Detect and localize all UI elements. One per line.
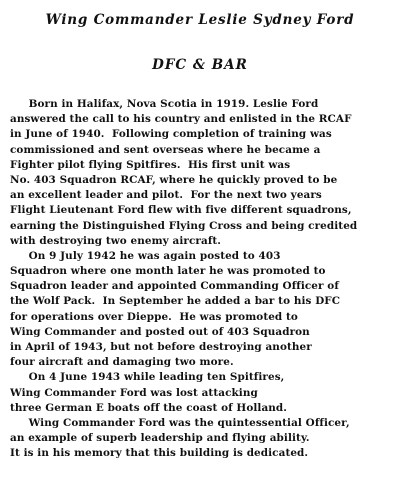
body-line: with destroying two enemy aircraft. bbox=[10, 234, 222, 247]
body-line: Squadron where one month later he was promoted to bbox=[10, 265, 326, 278]
body-line: Born in Halifax, Nova Scotia in 1919. Leslie Ford bbox=[10, 98, 319, 110]
body-line: Squadron leader and appointed Commanding Officer of bbox=[10, 280, 339, 293]
body-line: earning the Distinguished Flying Cross and being credited bbox=[10, 219, 358, 232]
body-line: It is in his memory that this building is dedicated. bbox=[10, 447, 309, 460]
body-line: Wing Commander Ford was lost attacking bbox=[10, 386, 258, 399]
body-line: Fighter pilot flying Spitfires. His first unit was bbox=[10, 158, 291, 171]
document-title: Wing Commander Leslie Sydney Ford bbox=[45, 12, 355, 28]
body-line: On 4 June 1943 while leading ten Spitfires, bbox=[10, 371, 285, 384]
body-line: commissioned and sent overseas where he became a bbox=[10, 143, 321, 156]
body-line: an example of superb leadership and flying ability. bbox=[10, 432, 310, 445]
body-line: On 9 July 1942 he was again posted to 403 bbox=[10, 249, 281, 262]
body-line: four aircraft and damaging two more. bbox=[10, 356, 234, 369]
body-line: Wing Commander Ford was the quintessential Officer, bbox=[10, 416, 350, 429]
document-body bbox=[10, 97, 396, 462]
body-line: three German E boats off the coast of Holland. bbox=[10, 401, 288, 414]
body-line: Flight Lieutenant Ford flew with five different squadrons, bbox=[10, 204, 352, 217]
body-line: answered the call to his country and enlisted in the RCAF bbox=[10, 113, 352, 126]
body-line: in June of 1940. Following completion of training was bbox=[10, 128, 332, 141]
body-line: the Wolf Pack. In September he added a bar to his DFC bbox=[10, 295, 341, 308]
body-line: Wing Commander and posted out of 403 Squadron bbox=[10, 325, 310, 338]
body-line: for operations over Dieppe. He was promoted to bbox=[10, 310, 298, 323]
body-line: an excellent leader and pilot. For the next two years bbox=[10, 189, 322, 202]
document-subtitle: DFC & BAR bbox=[152, 57, 248, 73]
body-line: No. 403 Squadron RCAF, where he quickly proved to be bbox=[10, 173, 338, 186]
body-line: in April of 1943, but not before destroying another bbox=[10, 341, 312, 353]
